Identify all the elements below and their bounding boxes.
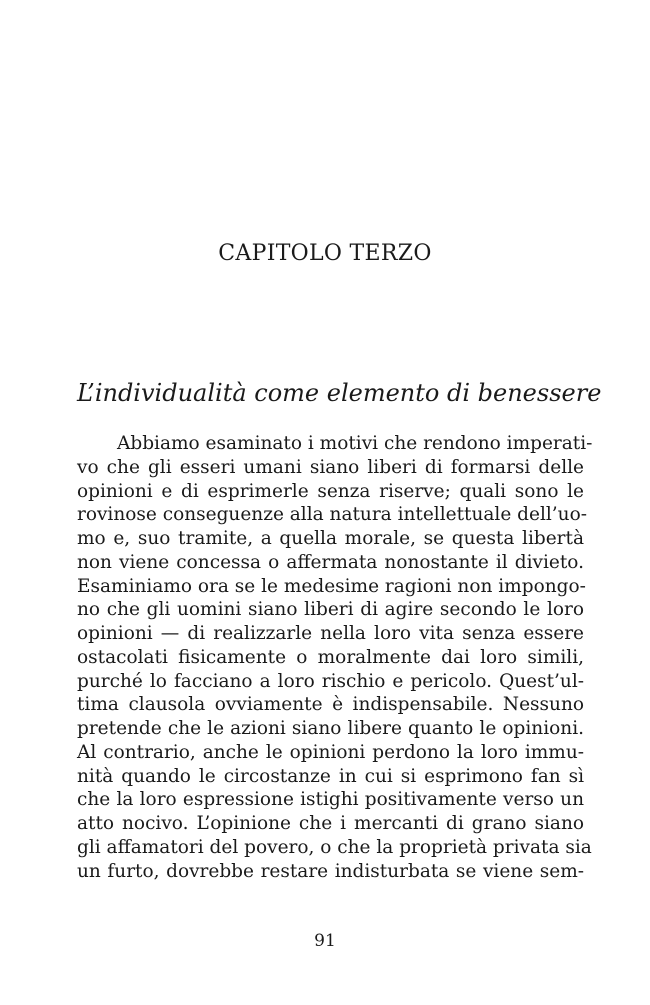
- text-line: rovinose conseguenze alla natura intellettuale dell’uo-: [77, 504, 587, 526]
- text-line: Abbiamo esaminato i motivi che rendono imperati-: [117, 433, 593, 454]
- text-line: mo e, suo tramite, a quella morale, se questa libertà: [77, 528, 584, 549]
- text-line: gli affamatori del povero, o che la proprietà privata sia: [77, 836, 592, 858]
- text-line: pretende che le azioni siano libere quanto le opinioni.: [77, 718, 584, 739]
- text-line: Esaminiamo ora se le medesime ragioni non impongo-: [77, 575, 586, 597]
- text-line: nità quando le circostanze in cui si esprimono fan sì: [77, 765, 584, 787]
- text-line: ostacolati fisicamente o moralmente dai loro simili,: [77, 646, 584, 668]
- text-line: opinioni — di realizzarle nella loro vita senza essere: [77, 623, 584, 644]
- text-line: tima clausola ovviamente è indispensabile. Nessuno: [77, 694, 584, 716]
- text-line: opinioni e di esprimerle senza riserve; quali sono le: [77, 480, 584, 502]
- text-line: un furto, dovrebbe restare indisturbata se viene sem-: [77, 860, 584, 882]
- text-line: non viene concessa o affermata nonostante il divieto.: [77, 551, 584, 573]
- text-line: purché lo facciano a loro rischio e pericolo. Quest’ul-: [77, 670, 584, 692]
- text-line: no che gli uomini siano liberi di agire secondo le loro: [77, 599, 584, 621]
- body-paragraph: [77, 432, 593, 883]
- text-line: Al contrario, anche le opinioni perdono la loro immu-: [77, 741, 584, 763]
- text-line: vo che gli esseri umani siano liberi di formarsi delle: [77, 456, 584, 478]
- text-line: atto nocivo. L’opinione che i mercanti di grano siano: [77, 813, 584, 834]
- text-line: che la loro espressione istighi positivamente verso un: [77, 789, 584, 811]
- section-title: L’individualità come elemento di benessere: [77, 379, 602, 407]
- page-number: 91: [314, 931, 336, 951]
- chapter-title: CAPITOLO TERZO: [218, 241, 432, 266]
